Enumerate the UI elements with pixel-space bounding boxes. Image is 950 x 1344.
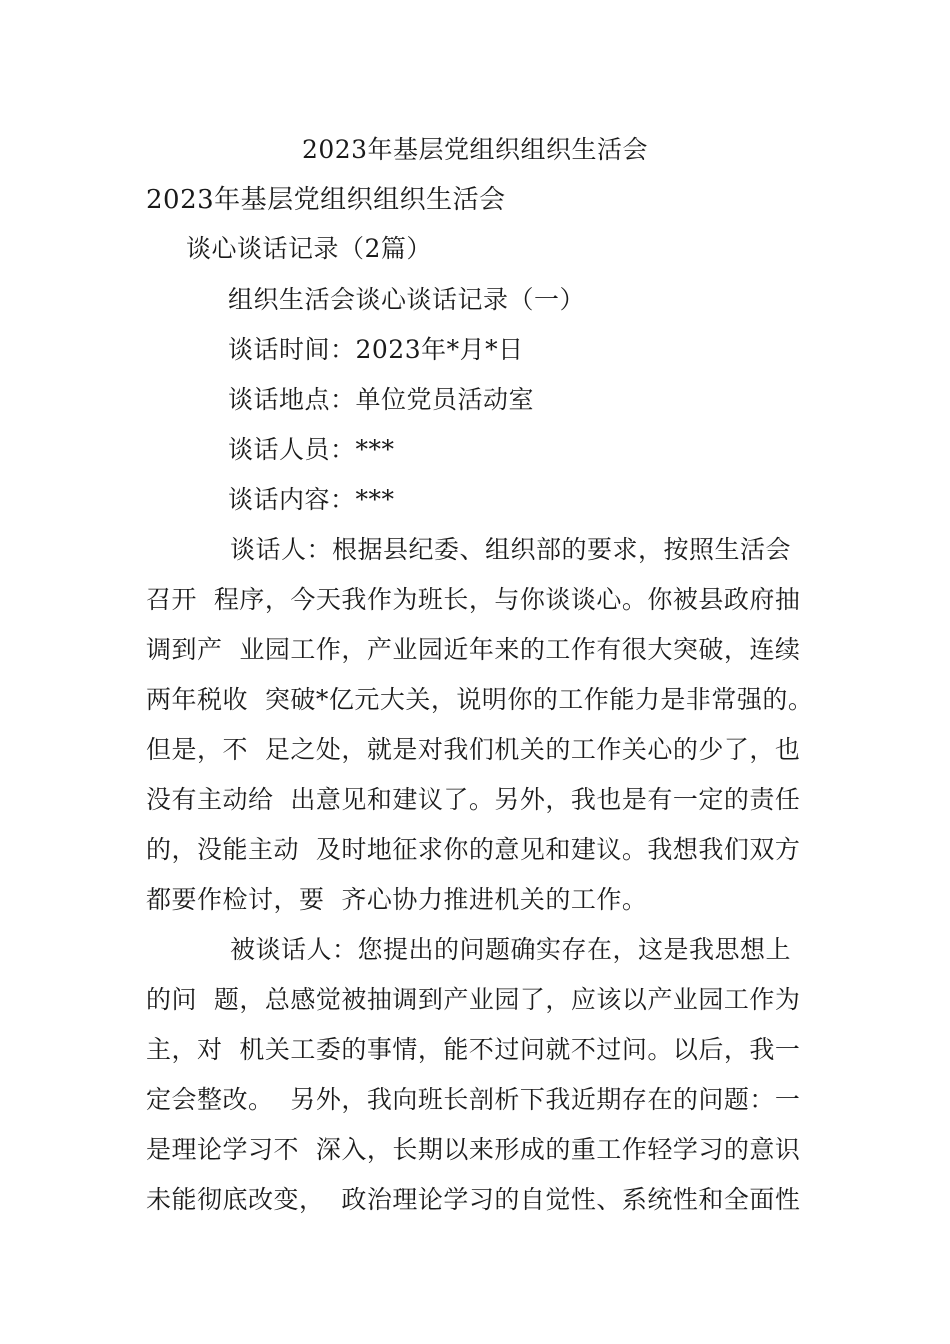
meta-people: 谈话人员：*** (228, 435, 395, 464)
paragraph-line: 定会整改。 另外，我向班长剖析下我近期存在的问题：一 (146, 1085, 801, 1114)
meta-content: 谈话内容：*** (228, 485, 395, 514)
paragraph-line: 但是，不 足之处，就是对我们机关的工作关心的少了，也 (146, 735, 801, 764)
paragraph-line: 的，没能主动 及时地征求你的意见和建议。我想我们双方 (146, 835, 801, 864)
paragraph-line: 调到产 业园工作，产业园近年来的工作有很大突破，连续 (146, 635, 801, 664)
paragraph-line: 是理论学习不 深入，长期以来形成的重工作轻学习的意识 (146, 1135, 801, 1164)
paragraph-line: 没有主动给 出意见和建议了。另外，我也是有一定的责任 (146, 785, 801, 814)
paragraph-line: 两年税收 突破*亿元大关，说明你的工作能力是非常强的。 (146, 685, 814, 714)
paragraph-line: 主，对 机关工委的事情，能不过问就不过问。以后，我一 (146, 1035, 801, 1064)
paragraph-line: 都要作检讨，要 齐心协力推进机关的工作。 (146, 885, 648, 914)
meta-time: 谈话时间：2023年*月*日 (228, 335, 524, 364)
paragraph-line: 召开 程序，今天我作为班长，与你谈谈心。你被县政府抽 (146, 585, 801, 614)
document-title: 2023年基层党组织组织生活会 (301, 135, 649, 164)
section-heading: 组织生活会谈心谈话记录（一） (228, 285, 586, 314)
paragraph-line: 未能彻底改变， 政治理论学习的自觉性、系统性和全面性 (146, 1185, 801, 1214)
document-subtitle: 谈心谈话记录（2篇） (186, 234, 432, 263)
paragraph-line: 的问 题，总感觉被抽调到产业园了，应该以产业园工作为 (146, 985, 801, 1014)
document-title-line: 2023年基层党组织组织生活会 (146, 185, 506, 215)
meta-place: 谈话地点：单位党员活动室 (228, 385, 535, 414)
paragraph-line: 被谈话人：您提出的问题确实存在，这是我思想上 (230, 935, 792, 964)
paragraph-line: 谈话人：根据县纪委、组织部的要求，按照生活会 (230, 535, 792, 564)
